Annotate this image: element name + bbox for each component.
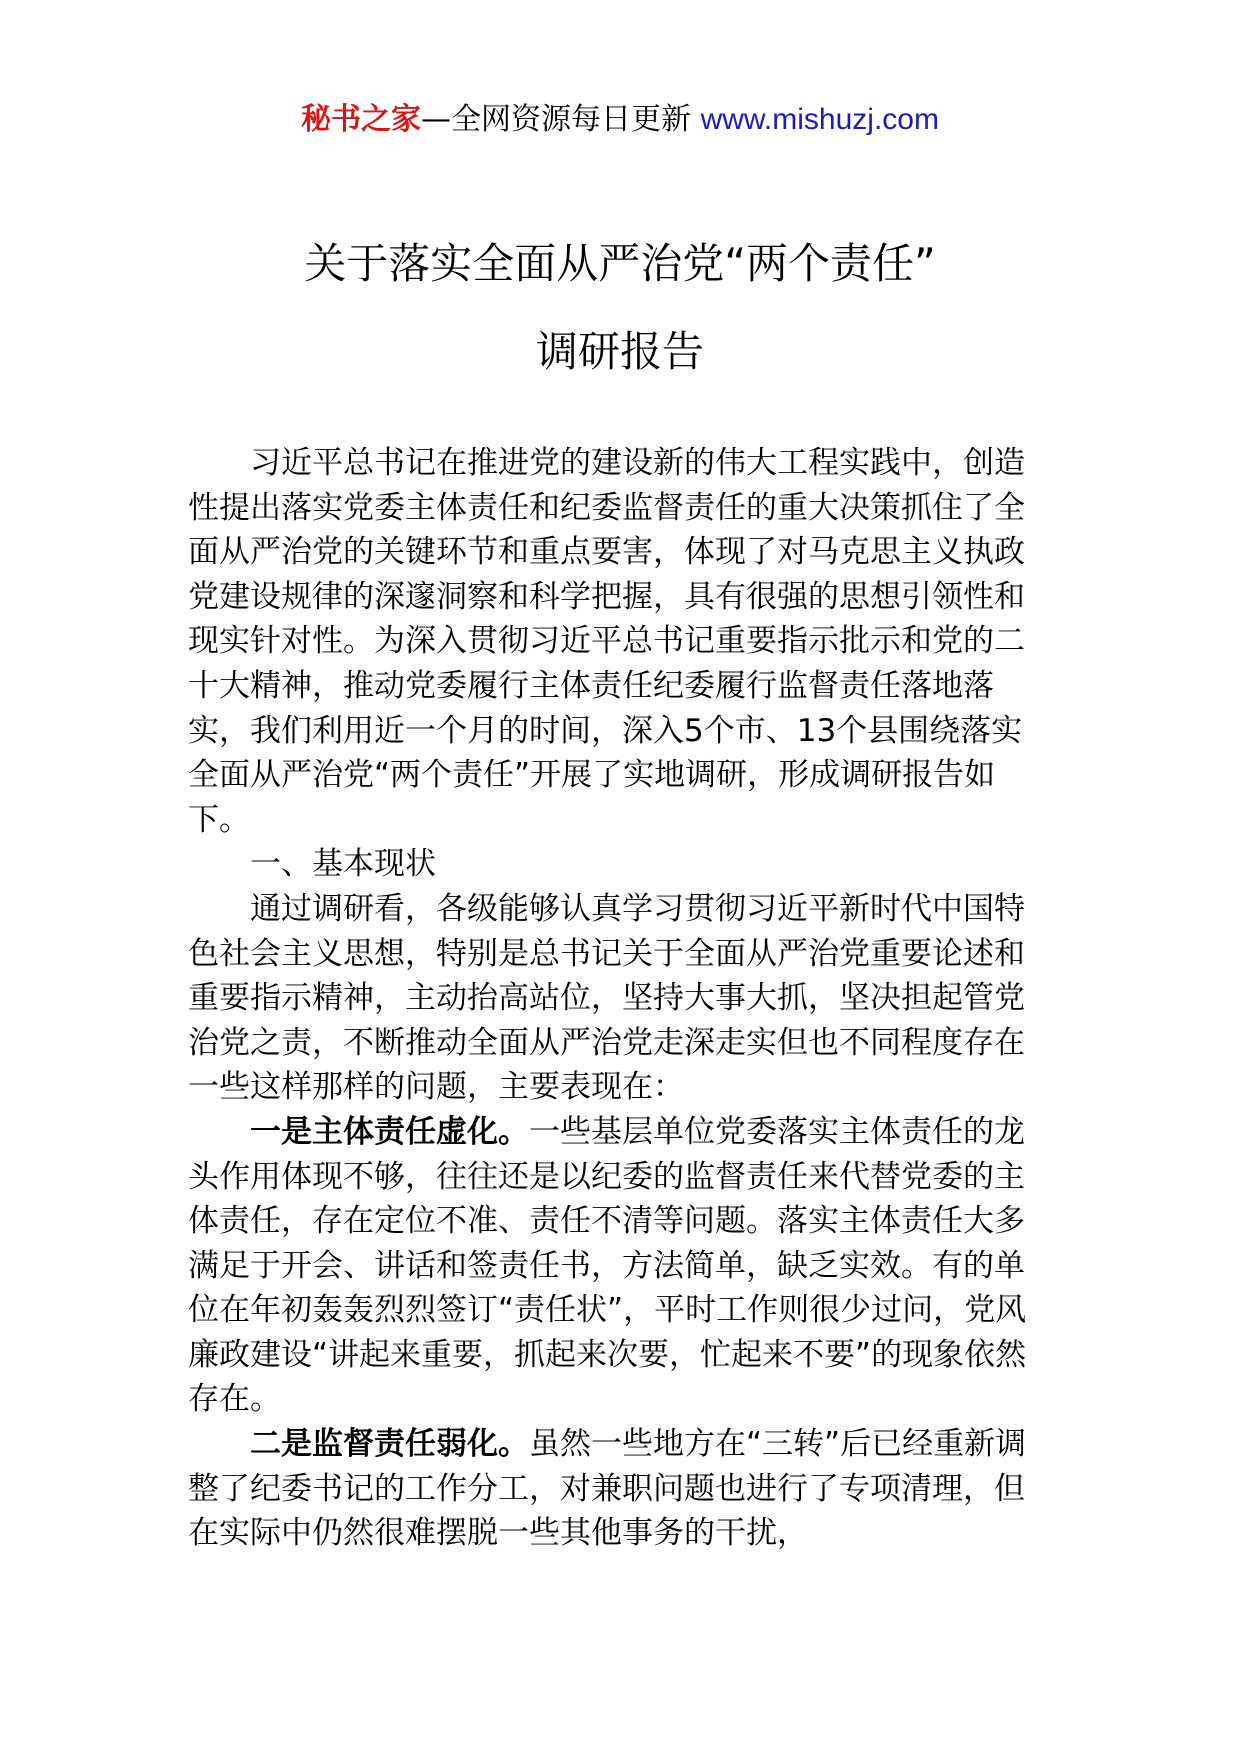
section-heading-basic-status: 一、基本现状	[250, 846, 436, 883]
issue-paragraph-1	[188, 1110, 1048, 1422]
site-url-link[interactable]: www.mishuzj.com	[700, 103, 939, 136]
issue-text-2: 虽然一些地方在“三转”后已经重新调整了纪委书记的工作分工，对兼职问题也进行了专项清理，但在实际中仍然很难摆脱一些其他事务的干扰，	[188, 1426, 1027, 1552]
issue-paragraph-2	[188, 1422, 1048, 1556]
brand-name: 秘书之家	[301, 102, 422, 137]
document-title-line-1: 关于落实全面从严治党“两个责任”	[304, 239, 936, 288]
issue-text-1: 一些基层单位党委落实主体责任的龙头作用体现不够，往往还是以纪委的监督责任来代替党委的主体责任，存在定位不准、责任不清等问题。落实主体责任大多满足于开会、讲话和签责任书，方法简单，缺乏实效。有的单位在年初轰轰烈烈签订“责任状”，平时工作则很少过问，党风廉政建设“讲起来重要，抓起来次要，忙起来不要”的现象依然存在。	[188, 1113, 1027, 1418]
status-overview-paragraph: 通过调研看，各级能够认真学习贯彻习近平新时代中国特色社会主义思想，特别是总书记关于全面从严治党重要论述和重要指示精神，主动抬高站位，坚持大事大抓，坚决担起管党治党之责，不断推动全面从严治党走深走实但也不同程度存在一些这样那样的问题，主要表现在：	[188, 890, 1025, 1106]
issue-lead-1: 一是主体责任虚化。	[250, 1113, 529, 1150]
intro-paragraph: 习近平总书记在推进党的建设新的伟大工程实践中，创造性提出落实党委主体责任和纪委监督责任的重大决策抓住了全面从严治党的关键环节和重点要害，体现了对马克思主义执政党建设规律的深邃洞察和科学把握，具有很强的思想引领性和现实针对性。为深入贯彻习近平总书记重要指示批示和党的二十大精神，推动党委履行主体责任纪委履行监督责任落地落实，我们利用近一个月的时间，深入5个市、13个县围绕落实全面从严治党“两个责任”开展了实地调研，形成调研报告如下。	[188, 445, 1025, 838]
document-body	[188, 441, 1048, 1556]
document-title-line-2: 调研报告	[535, 327, 704, 376]
site-header	[0, 100, 1240, 140]
site-tagline: —全网资源每日更新	[421, 102, 701, 137]
issue-lead-2: 二是监督责任弱化。	[250, 1426, 529, 1463]
